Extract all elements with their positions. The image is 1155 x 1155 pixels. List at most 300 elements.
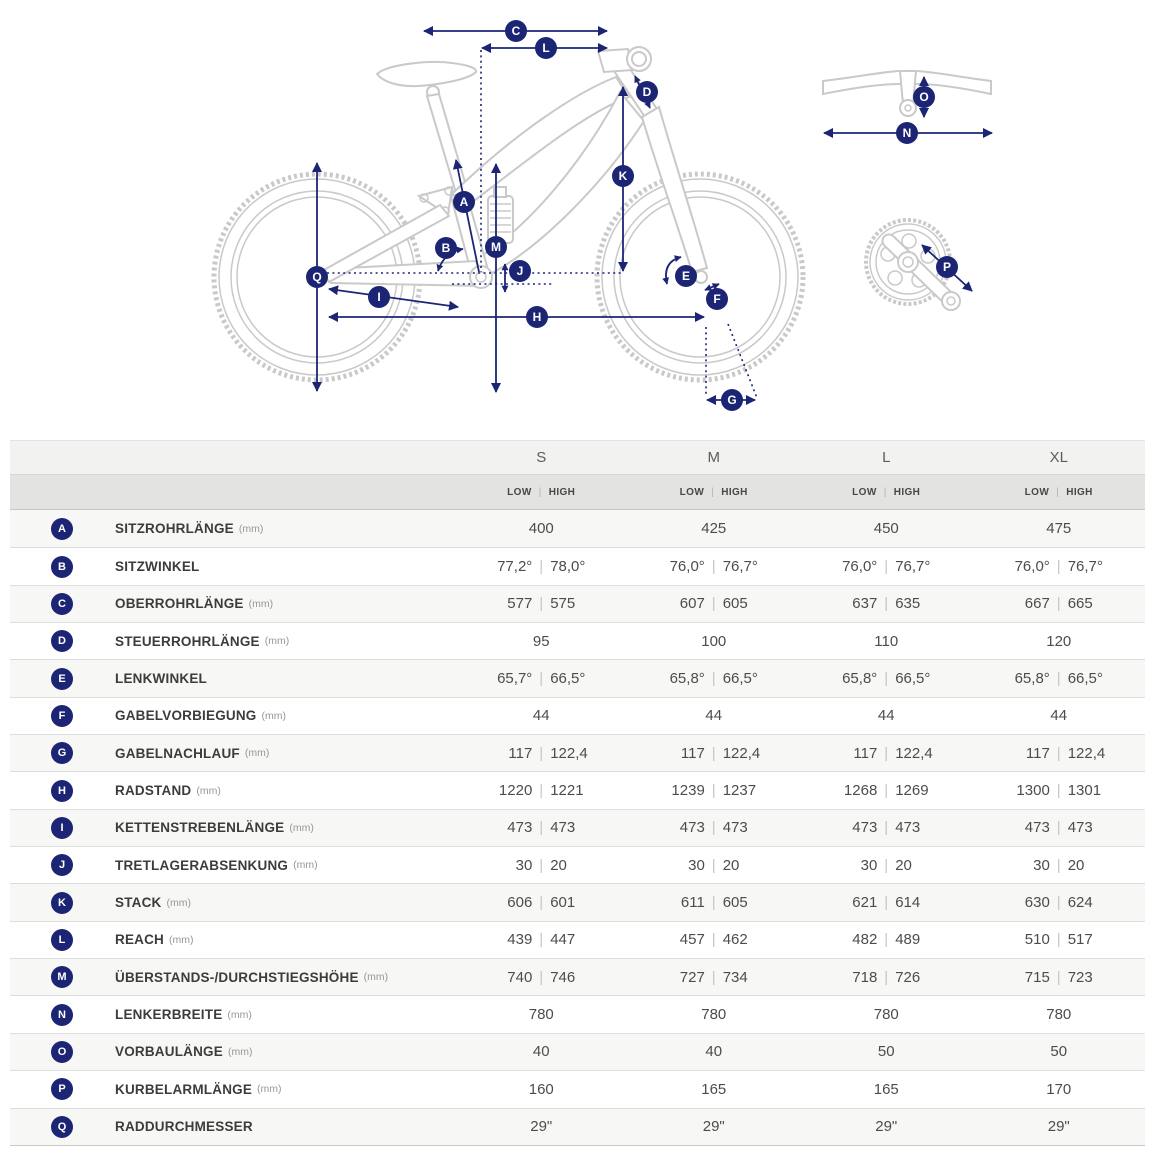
diagram-badge-m bbox=[485, 236, 507, 258]
row-label-cell bbox=[10, 1116, 455, 1138]
row-label: RADSTAND bbox=[115, 783, 192, 799]
table-row-q bbox=[10, 1108, 1145, 1145]
value-separator: | bbox=[539, 931, 544, 949]
value-high: 723 bbox=[1067, 968, 1093, 986]
value: 170 bbox=[1046, 1080, 1072, 1098]
value-high: 20 bbox=[1067, 856, 1085, 874]
svg-text:D: D bbox=[642, 85, 652, 100]
diagram-badge-q bbox=[306, 266, 328, 288]
row-label-cell bbox=[10, 705, 455, 727]
diagram-badge-c bbox=[505, 20, 527, 42]
value-cell-xl bbox=[973, 558, 1146, 575]
value-low: 606 bbox=[507, 894, 533, 912]
value-cell-s bbox=[455, 969, 628, 986]
row-badge: C bbox=[51, 593, 73, 615]
table-row-e bbox=[10, 659, 1145, 696]
value-cell-xl bbox=[973, 969, 1146, 986]
diagram-badge-j bbox=[509, 260, 531, 282]
value: 29" bbox=[875, 1118, 898, 1136]
value: 450 bbox=[873, 520, 899, 538]
value-high: 1237 bbox=[722, 782, 757, 800]
diagram-badge-a bbox=[453, 191, 475, 213]
table-row-p bbox=[10, 1070, 1145, 1107]
row-label-cell bbox=[10, 742, 455, 764]
value-cell-m bbox=[628, 1118, 801, 1135]
value-cell-s bbox=[455, 782, 628, 799]
value-cell-xl bbox=[973, 707, 1146, 724]
row-badge: F bbox=[51, 705, 73, 727]
value-cell-l bbox=[800, 1118, 973, 1135]
value-cell-s bbox=[455, 520, 628, 537]
svg-text:E: E bbox=[681, 269, 691, 284]
value-separator: | bbox=[711, 968, 716, 986]
value-separator: | bbox=[539, 894, 544, 912]
table-row-k bbox=[10, 883, 1145, 920]
dim-I bbox=[329, 289, 458, 307]
value-separator: | bbox=[539, 819, 544, 837]
value: 165 bbox=[873, 1080, 899, 1098]
row-label: KETTENSTREBENLÄNGE bbox=[115, 820, 285, 836]
value-high: 473 bbox=[1067, 819, 1093, 837]
value-low: 117 bbox=[853, 744, 878, 762]
value: 29" bbox=[530, 1118, 553, 1136]
row-badge: Q bbox=[51, 1116, 73, 1138]
value-high: 473 bbox=[550, 819, 576, 837]
value: 50 bbox=[877, 1043, 895, 1061]
row-label: GABELVORBIEGUNG bbox=[115, 708, 257, 724]
value-cell-xl bbox=[973, 1081, 1146, 1098]
value-high: 122,4 bbox=[722, 744, 761, 762]
value: 165 bbox=[701, 1080, 727, 1098]
value: 50 bbox=[1050, 1043, 1068, 1061]
value-low: 621 bbox=[852, 894, 878, 912]
value-separator: | bbox=[711, 558, 716, 576]
svg-text:J: J bbox=[516, 264, 524, 279]
value-separator: | bbox=[884, 856, 889, 874]
value-high: 473 bbox=[722, 819, 748, 837]
diagram-badge-d bbox=[636, 81, 658, 103]
value-high: 20 bbox=[895, 856, 912, 874]
value: 44 bbox=[532, 707, 550, 725]
value-cell-l bbox=[800, 819, 973, 836]
value: 780 bbox=[1046, 1006, 1072, 1024]
lowhigh-header-row bbox=[10, 474, 1145, 510]
value: 160 bbox=[528, 1080, 554, 1098]
value-high: 1301 bbox=[1067, 782, 1102, 800]
value-separator: | bbox=[711, 856, 716, 874]
value-cell-xl bbox=[973, 1043, 1146, 1060]
value-high: 76,7° bbox=[895, 558, 931, 576]
row-unit: (mm) bbox=[257, 1083, 282, 1096]
value-cell-l bbox=[800, 894, 973, 911]
diagram-badge-e bbox=[675, 265, 697, 287]
value-high: 614 bbox=[895, 894, 921, 912]
value: 44 bbox=[705, 707, 723, 725]
diagram-badge-l bbox=[535, 37, 557, 59]
value-cell-s bbox=[455, 857, 628, 874]
value-separator: | bbox=[884, 894, 889, 912]
value-separator: | bbox=[884, 931, 889, 949]
value-low: 637 bbox=[852, 595, 878, 613]
value-separator: | bbox=[539, 856, 544, 874]
geometry-table bbox=[10, 440, 1145, 1146]
value-low: 30 bbox=[688, 856, 705, 874]
value-low: 76,0° bbox=[842, 558, 878, 576]
diagram-badge-k bbox=[612, 165, 634, 187]
value-separator: | bbox=[711, 670, 716, 688]
value-high: 66,5° bbox=[722, 670, 758, 688]
value-cell-xl bbox=[973, 857, 1146, 874]
value-separator: | bbox=[711, 819, 716, 837]
value-cell-m bbox=[628, 745, 801, 762]
value-separator: | bbox=[884, 968, 889, 986]
row-label-cell bbox=[10, 892, 455, 914]
value-cell-xl bbox=[973, 819, 1146, 836]
value-cell-m bbox=[628, 670, 801, 687]
diagram-badge-p bbox=[936, 256, 958, 278]
value-separator: | bbox=[1056, 968, 1061, 986]
value: 400 bbox=[528, 520, 554, 538]
value-cell-m bbox=[628, 819, 801, 836]
value-high: 78,0° bbox=[550, 558, 586, 576]
value-cell-l bbox=[800, 969, 973, 986]
table-row-c bbox=[10, 585, 1145, 622]
size-header-l: L bbox=[882, 449, 891, 466]
separator: | bbox=[538, 486, 542, 498]
value: 95 bbox=[532, 632, 550, 650]
diagram-badge-b bbox=[435, 237, 457, 259]
value-high: 726 bbox=[895, 968, 921, 986]
row-unit: (mm) bbox=[166, 896, 191, 909]
row-label: LENKERBREITE bbox=[115, 1007, 223, 1023]
table-row-b bbox=[10, 547, 1145, 584]
value-cell-xl bbox=[973, 520, 1146, 537]
separator: | bbox=[1056, 486, 1060, 498]
lowhigh-header: LOW | HIGH bbox=[1024, 486, 1093, 498]
svg-text:H: H bbox=[532, 310, 542, 325]
value: 29" bbox=[1047, 1118, 1070, 1136]
value-low: 473 bbox=[852, 819, 878, 837]
value-low: 630 bbox=[1024, 894, 1050, 912]
diagram-badge-o bbox=[913, 86, 935, 108]
size-header-s: S bbox=[536, 449, 547, 466]
value-separator: | bbox=[711, 782, 716, 800]
value-low: 607 bbox=[679, 595, 705, 613]
svg-text:B: B bbox=[441, 241, 451, 256]
value-high: 20 bbox=[722, 856, 740, 874]
value-separator: | bbox=[711, 744, 716, 762]
diagram-badge-g bbox=[721, 389, 743, 411]
row-unit: (mm) bbox=[196, 784, 221, 797]
value-separator: | bbox=[884, 670, 889, 688]
lowhigh-header: LOW | HIGH bbox=[852, 486, 921, 498]
value-low: 65,8° bbox=[1014, 670, 1050, 688]
value: 780 bbox=[528, 1006, 554, 1024]
value-high: 575 bbox=[550, 595, 576, 613]
value: 40 bbox=[532, 1043, 550, 1061]
value-separator: | bbox=[539, 558, 544, 576]
value-low: 1239 bbox=[671, 782, 705, 800]
value: 425 bbox=[701, 520, 727, 538]
value-cell-m bbox=[628, 707, 801, 724]
value-high: 66,5° bbox=[895, 670, 931, 688]
value-high: 76,7° bbox=[1067, 558, 1103, 576]
svg-text:F: F bbox=[713, 292, 721, 307]
value-separator: | bbox=[1056, 595, 1061, 613]
row-label: SITZWINKEL bbox=[115, 559, 200, 575]
value-separator: | bbox=[884, 558, 889, 576]
row-badge: G bbox=[51, 742, 73, 764]
value-cell-s bbox=[455, 931, 628, 948]
diagram-badge-h bbox=[526, 306, 548, 328]
value: 780 bbox=[701, 1006, 727, 1024]
row-unit: (mm) bbox=[227, 1045, 253, 1058]
row-label-cell bbox=[10, 1078, 455, 1100]
value-low: 473 bbox=[679, 819, 705, 837]
row-label: SITZROHRLÄNGE bbox=[115, 521, 234, 537]
row-unit: (mm) bbox=[363, 971, 389, 984]
value-high: 605 bbox=[722, 894, 748, 912]
value-cell-s bbox=[455, 1118, 628, 1135]
row-unit: (mm) bbox=[227, 1008, 252, 1021]
row-unit: (mm) bbox=[238, 522, 264, 535]
row-label-cell bbox=[10, 556, 455, 578]
value-low: 65,7° bbox=[497, 670, 533, 688]
svg-text:K: K bbox=[618, 169, 628, 184]
value-low: 77,2° bbox=[497, 558, 533, 576]
value-low: 482 bbox=[852, 931, 878, 949]
value-high: 665 bbox=[1067, 595, 1093, 613]
value-separator: | bbox=[884, 744, 889, 762]
value-low: 30 bbox=[1033, 856, 1050, 874]
size-header-xl: XL bbox=[1049, 449, 1068, 466]
row-badge: K bbox=[51, 892, 73, 914]
value-low: 715 bbox=[1024, 968, 1050, 986]
bike-geometry-diagram bbox=[0, 0, 1155, 438]
value-low: 473 bbox=[1024, 819, 1050, 837]
value-cell-l bbox=[800, 670, 973, 687]
value-separator: | bbox=[1056, 744, 1061, 762]
value-cell-s bbox=[455, 1081, 628, 1098]
row-badge: A bbox=[51, 518, 73, 540]
saddle bbox=[377, 62, 476, 86]
value-cell-m bbox=[628, 558, 801, 575]
value-cell-m bbox=[628, 1006, 801, 1023]
value-high: 122,4 bbox=[1067, 744, 1106, 762]
row-label-cell bbox=[10, 1004, 455, 1026]
value-separator: | bbox=[539, 968, 544, 986]
table-row-d bbox=[10, 622, 1145, 659]
value-separator: | bbox=[1056, 894, 1061, 912]
seatpost bbox=[427, 94, 467, 193]
svg-text:L: L bbox=[542, 41, 550, 56]
row-label: STACK bbox=[115, 895, 162, 911]
value-high: 1269 bbox=[895, 782, 929, 800]
row-unit: (mm) bbox=[244, 747, 270, 760]
value-low: 473 bbox=[507, 819, 533, 837]
value: 475 bbox=[1046, 520, 1072, 538]
value-cell-l bbox=[800, 558, 973, 575]
value-cell-l bbox=[800, 931, 973, 948]
table-row-l bbox=[10, 921, 1145, 958]
diagram-badge-n bbox=[896, 122, 918, 144]
value-cell-l bbox=[800, 520, 973, 537]
value-separator: | bbox=[1056, 558, 1061, 576]
svg-text:C: C bbox=[511, 24, 521, 39]
value-high: 601 bbox=[550, 894, 576, 912]
row-label: TRETLAGERABSENKUNG bbox=[115, 857, 289, 873]
value-low: 30 bbox=[515, 856, 533, 874]
value-high: 462 bbox=[722, 931, 748, 949]
row-badge: D bbox=[51, 630, 73, 652]
value-cell-m bbox=[628, 1043, 801, 1060]
value-high: 624 bbox=[1067, 894, 1093, 912]
value-high: 473 bbox=[895, 819, 921, 837]
svg-text:O: O bbox=[919, 90, 929, 105]
value-low: 76,0° bbox=[669, 558, 705, 576]
value: 780 bbox=[873, 1006, 899, 1024]
row-label-cell bbox=[10, 518, 455, 540]
value: 44 bbox=[877, 707, 895, 725]
value-cell-xl bbox=[973, 1006, 1146, 1023]
value-separator: | bbox=[1056, 670, 1061, 688]
value-cell-s bbox=[455, 670, 628, 687]
value: 110 bbox=[874, 632, 899, 650]
value-low: 457 bbox=[679, 931, 705, 949]
row-badge: B bbox=[51, 556, 73, 578]
value-high: 447 bbox=[550, 931, 576, 949]
value-separator: | bbox=[539, 744, 544, 762]
value-separator: | bbox=[711, 595, 716, 613]
value: 29" bbox=[702, 1118, 725, 1136]
row-label-cell bbox=[10, 630, 455, 652]
value-high: 1221 bbox=[550, 782, 584, 800]
value-high: 66,5° bbox=[1067, 670, 1103, 688]
value-separator: | bbox=[1056, 931, 1061, 949]
value-high: 605 bbox=[722, 595, 748, 613]
svg-text:N: N bbox=[902, 126, 912, 141]
value-cell-xl bbox=[973, 745, 1146, 762]
value-cell-s bbox=[455, 558, 628, 575]
table-row-f bbox=[10, 697, 1145, 734]
diagram-badge-f bbox=[706, 288, 728, 310]
value-separator: | bbox=[1056, 819, 1061, 837]
value-low: 1300 bbox=[1016, 782, 1050, 800]
table-row-m bbox=[10, 958, 1145, 995]
row-unit: (mm) bbox=[248, 597, 274, 610]
row-label-cell bbox=[10, 929, 455, 951]
value-separator: | bbox=[884, 819, 889, 837]
value-cell-m bbox=[628, 633, 801, 650]
row-label-cell bbox=[10, 854, 455, 876]
row-badge: L bbox=[51, 929, 73, 951]
handlebar-top-view bbox=[823, 71, 991, 116]
row-label: RADDURCHMESSER bbox=[115, 1119, 253, 1135]
row-label: KURBELARMLÄNGE bbox=[115, 1081, 253, 1097]
row-label: VORBAULÄNGE bbox=[115, 1044, 223, 1060]
row-badge: P bbox=[51, 1078, 73, 1100]
row-label-cell bbox=[10, 780, 455, 802]
value-high: 76,7° bbox=[722, 558, 758, 576]
value-cell-xl bbox=[973, 782, 1146, 799]
value-cell-l bbox=[800, 857, 973, 874]
table-row-j bbox=[10, 846, 1145, 883]
rear-shock bbox=[488, 196, 513, 243]
row-badge: M bbox=[51, 966, 73, 988]
value-low: 439 bbox=[507, 931, 533, 949]
lowhigh-header: LOW | HIGH bbox=[507, 486, 576, 498]
value-low: 718 bbox=[852, 968, 878, 986]
row-unit: (mm) bbox=[169, 933, 194, 946]
value-cell-s bbox=[455, 745, 628, 762]
svg-text:A: A bbox=[459, 195, 469, 210]
value-low: 667 bbox=[1024, 595, 1050, 613]
value-cell-s bbox=[455, 819, 628, 836]
diagram-badge-i bbox=[368, 286, 390, 308]
value-cell-l bbox=[800, 595, 973, 612]
value-cell-l bbox=[800, 633, 973, 650]
value-cell-l bbox=[800, 782, 973, 799]
value-low: 577 bbox=[507, 595, 533, 613]
value-low: 611 bbox=[680, 894, 705, 912]
row-label-cell bbox=[10, 593, 455, 615]
table-row-a bbox=[10, 510, 1145, 547]
value-high: 489 bbox=[895, 931, 921, 949]
row-label: OBERROHRLÄNGE bbox=[115, 596, 244, 612]
value-low: 117 bbox=[508, 744, 533, 762]
row-label-cell bbox=[10, 817, 455, 839]
value-separator: | bbox=[539, 782, 544, 800]
row-unit: (mm) bbox=[261, 709, 287, 722]
value-high: 122,4 bbox=[895, 744, 933, 762]
value-cell-m bbox=[628, 969, 801, 986]
row-unit: (mm) bbox=[264, 635, 290, 648]
svg-text:P: P bbox=[942, 260, 952, 275]
value-cell-l bbox=[800, 1081, 973, 1098]
value: 100 bbox=[701, 632, 727, 650]
value-cell-l bbox=[800, 1006, 973, 1023]
row-label: LENKWINKEL bbox=[115, 671, 207, 687]
value-high: 746 bbox=[550, 968, 576, 986]
value-high: 734 bbox=[722, 968, 748, 986]
value-low: 740 bbox=[507, 968, 533, 986]
value-low: 76,0° bbox=[1014, 558, 1050, 576]
row-badge: J bbox=[51, 854, 73, 876]
value-high: 20 bbox=[550, 856, 567, 874]
table-row-n bbox=[10, 995, 1145, 1032]
value-cell-l bbox=[800, 745, 973, 762]
value-separator: | bbox=[884, 782, 889, 800]
value-low: 510 bbox=[1024, 931, 1050, 949]
table-row-i bbox=[10, 809, 1145, 846]
value-high: 517 bbox=[1067, 931, 1093, 949]
row-label: STEUERROHRLÄNGE bbox=[115, 633, 260, 649]
value-low: 65,8° bbox=[669, 670, 705, 688]
value-low: 117 bbox=[680, 744, 705, 762]
row-label: GABELNACHLAUF bbox=[115, 745, 240, 761]
size-header-m: M bbox=[707, 449, 720, 466]
value-cell-s bbox=[455, 707, 628, 724]
row-badge: E bbox=[51, 668, 73, 690]
row-badge: N bbox=[51, 1004, 73, 1026]
fork bbox=[642, 107, 707, 272]
row-label: ÜBERSTANDS-/DURCHSTIEGSHÖHE bbox=[115, 969, 359, 985]
value-cell-m bbox=[628, 782, 801, 799]
value-separator: | bbox=[711, 894, 716, 912]
value-cell-s bbox=[455, 595, 628, 612]
value-separator: | bbox=[1056, 782, 1061, 800]
separator: | bbox=[883, 486, 887, 498]
